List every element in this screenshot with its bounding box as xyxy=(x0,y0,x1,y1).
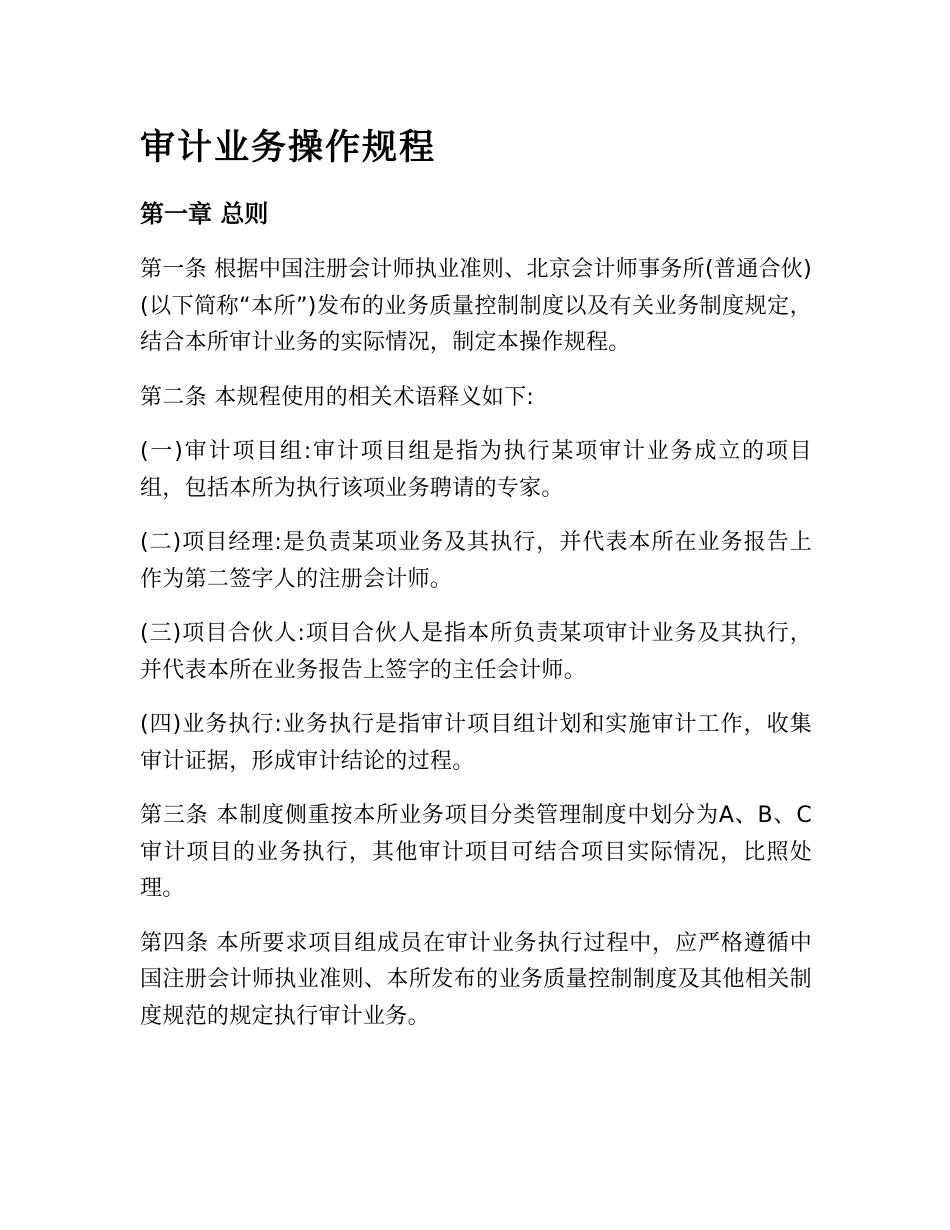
document-page xyxy=(140,118,812,1053)
term-audit-team-paragraph: (一)审计项目组:审计项目组是指为执行某项审计业务成立的项目组，包括本所为执行该项业务聘请的专家。 xyxy=(140,439,812,501)
term-project-partner-paragraph: (三)项目合伙人:项目合伙人是指本所负责某项审计业务及其执行，并代表本所在业务报告上签字的主任会计师。 xyxy=(140,621,812,683)
term-engagement-execution-paragraph: (四)业务执行:业务执行是指审计项目组计划和实施审计工作，收集审计证据，形成审计结论的过程。 xyxy=(140,712,812,774)
article-2-paragraph: 第二条 本规程使用的相关术语释义如下: xyxy=(140,384,535,410)
article-1-paragraph: 第一条 根据中国注册会计师执业准则、北京会计师事务所(普通合伙)(以下简称“本所”)发布的业务质量控制制度以及有关业务制度规定，结合本所审计业务的实际情况，制定本操作规程。 xyxy=(140,257,812,355)
article-3-paragraph: 第三条 本制度侧重按本所业务项目分类管理制度中划分为A、B、C 审计项目的业务执行，其他审计项目可结合项目实际情况，比照处理。 xyxy=(140,803,812,901)
article-4-paragraph: 第四条 本所要求项目组成员在审计业务执行过程中，应严格遵循中国注册会计师执业准则、本所发布的业务质量控制制度及其他相关制度规范的规定执行审计业务。 xyxy=(140,930,812,1029)
chapter-title: 第一章 总则 xyxy=(140,200,269,228)
document-title: 审计业务操作规程 xyxy=(140,128,437,168)
term-project-manager-paragraph: (二)项目经理:是负责某项业务及其执行，并代表本所在业务报告上作为第二签字人的注册会计师。 xyxy=(140,530,812,592)
